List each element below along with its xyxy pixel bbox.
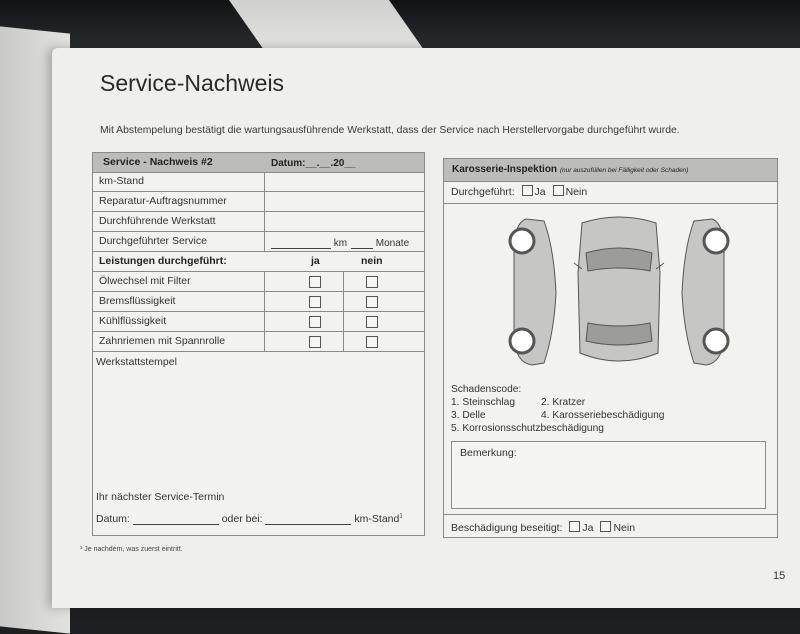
checkbox-durchgefuehrt-ja[interactable] <box>522 185 533 196</box>
schadenscode-list <box>451 383 665 435</box>
service-form <box>92 152 425 536</box>
bemerkung-label: Bemerkung: <box>460 447 517 459</box>
code-2: 2. Kratzer <box>541 397 586 408</box>
form-header <box>93 153 424 173</box>
row-label: Durchgeführter Service <box>99 235 207 247</box>
checkbox-zahn-ja[interactable] <box>309 336 321 348</box>
car-left-side-view <box>510 219 556 365</box>
row-bremsfluessigkeit <box>93 292 424 312</box>
row-label: Durchführende Werkstatt <box>99 215 216 227</box>
page-title: Service-Nachweis <box>100 70 285 96</box>
beseitigt-row <box>444 514 777 539</box>
werkstattstempel-label: Werkstattstempel <box>96 356 177 368</box>
karosserie-inspektion-box <box>443 158 778 538</box>
item-label: Zahnriemen mit Spannrolle <box>99 335 226 347</box>
km-stand-label: km-Stand <box>354 513 400 525</box>
leistungen-label: Leistungen durchgeführt: <box>99 255 227 267</box>
row-werkstatt[interactable] <box>93 212 424 232</box>
row-auftragsnummer[interactable] <box>93 192 424 212</box>
checkbox-zahn-nein[interactable] <box>366 336 378 348</box>
col-ja: ja <box>311 255 320 267</box>
item-label: Ölwechsel mit Filter <box>99 275 191 287</box>
checkbox-kuehl-ja[interactable] <box>309 316 321 328</box>
nein-label: Nein <box>613 522 636 534</box>
inspection-title-note: (nur auszufüllen bei Fälligkeit oder Schaden) <box>559 167 689 174</box>
row-kuehlfluessigkeit <box>93 312 424 332</box>
code-1: 1. Steinschlag <box>451 397 515 408</box>
ja-label: Ja <box>582 522 594 534</box>
code-5: 5. Korrosionsschutzbeschädigung <box>451 423 604 434</box>
monate-label: Monate <box>375 238 410 249</box>
bemerkung-field[interactable] <box>451 441 766 509</box>
km-label: km <box>333 238 348 249</box>
row-label: km-Stand <box>99 175 144 187</box>
intro-text: Mit Abstempelung bestätigt die wartungsausführende Werkstatt, dass der Service nach Herstellervorgabe durchgeführt wurde. <box>100 125 680 136</box>
footnote: ¹ Je nachdem, was zuerst eintritt. <box>80 546 183 553</box>
checkbox-oel-ja[interactable] <box>309 276 321 288</box>
checkbox-beseitigt-nein[interactable] <box>600 521 611 532</box>
durchgefuehrt-row <box>444 181 777 204</box>
col-nein: nein <box>361 255 383 267</box>
next-service-label: Ihr nächster Service-Termin <box>96 491 225 503</box>
checkbox-durchgefuehrt-nein[interactable] <box>553 185 564 196</box>
form-header-title: Service - Nachweis #2 <box>103 156 213 168</box>
page-number: 15 <box>773 570 786 582</box>
inspection-title: Karosserie-Inspektion <box>452 164 558 175</box>
row-oelwechsel <box>93 272 424 292</box>
checkbox-beseitigt-ja[interactable] <box>569 521 580 532</box>
form-header-date: Datum:__.__.20__ <box>271 158 356 169</box>
codes-title: Schadenscode: <box>451 384 522 395</box>
car-diagram <box>504 213 734 373</box>
datum-label: Datum: <box>96 513 130 525</box>
car-right-side-view <box>682 219 728 365</box>
car-top-view <box>574 217 664 361</box>
checkbox-oel-nein[interactable] <box>366 276 378 288</box>
nein-label: Nein <box>565 186 588 198</box>
row-zahnriemen <box>93 332 424 352</box>
row-leistungen-header <box>93 252 424 272</box>
checkbox-brems-nein[interactable] <box>366 296 378 308</box>
beseitigt-label: Beschädigung beseitigt: <box>451 522 563 534</box>
inspection-header <box>444 159 777 182</box>
row-km-stand[interactable] <box>93 172 424 192</box>
durchgefuehrt-label: Durchgeführt: <box>451 186 515 198</box>
footnote-mark: 1 <box>399 513 403 520</box>
next-service-line[interactable] <box>96 513 403 525</box>
item-label: Bremsflüssigkeit <box>99 295 176 307</box>
oder-bei-label: oder bei: <box>221 513 263 525</box>
item-label: Kühlflüssigkeit <box>99 315 167 327</box>
row-service[interactable] <box>93 232 424 252</box>
row-label: Reparatur-Auftragsnummer <box>99 195 227 207</box>
checkbox-brems-ja[interactable] <box>309 296 321 308</box>
code-4: 4. Karosseriebeschädigung <box>541 410 665 421</box>
code-3: 3. Delle <box>451 410 486 421</box>
checkbox-kuehl-nein[interactable] <box>366 316 378 328</box>
ja-label: Ja <box>534 186 546 198</box>
